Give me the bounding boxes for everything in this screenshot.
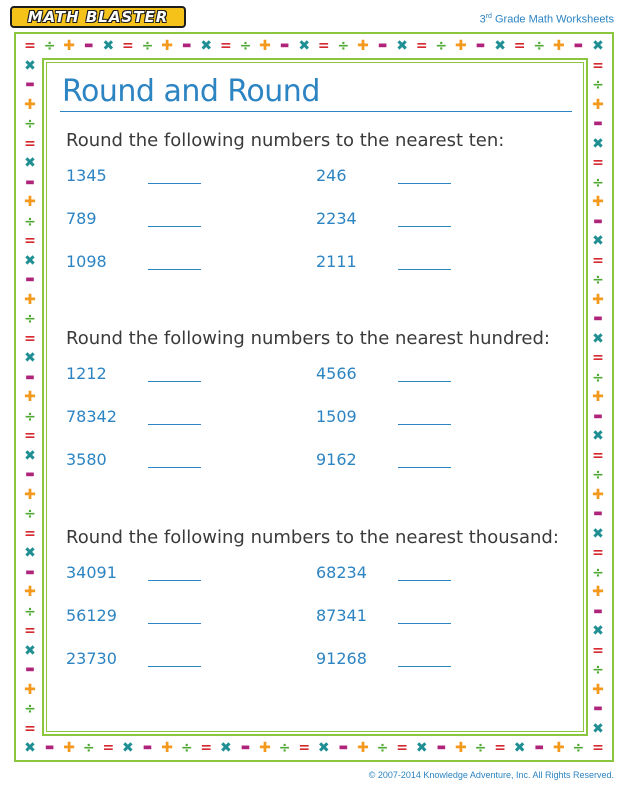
minus-icon: ▬ [25, 79, 35, 90]
problem-number: 2234 [316, 209, 357, 228]
divide-icon: ÷ [592, 467, 604, 483]
divide-icon: ÷ [592, 174, 604, 191]
minus-icon: ▬ [240, 742, 251, 753]
problem-number: 3580 [66, 450, 107, 469]
logo-text: MATH BLASTER [27, 8, 169, 26]
times-icon: ✖ [298, 38, 311, 54]
equals-icon: = [219, 38, 232, 54]
answer-blank[interactable] [148, 623, 201, 624]
minus-icon: ▬ [25, 274, 35, 285]
equals-icon: = [592, 447, 604, 464]
minus-icon: ▬ [279, 40, 290, 51]
times-icon: ✖ [592, 135, 604, 152]
equals-icon: = [513, 38, 526, 54]
minus-icon: ▬ [593, 508, 603, 519]
times-icon: ✖ [592, 720, 604, 737]
equals-icon: = [122, 38, 134, 54]
minus-icon: ▬ [593, 215, 603, 227]
equals-icon: = [200, 740, 213, 756]
answer-blank[interactable] [148, 666, 201, 667]
divide-icon: ÷ [572, 740, 585, 756]
plus-icon: ✚ [592, 96, 604, 113]
divide-icon: ÷ [24, 311, 36, 327]
answer-blank[interactable] [148, 424, 201, 425]
problem-number: 78342 [66, 407, 117, 426]
minus-icon: ▬ [84, 40, 94, 51]
times-icon: ✖ [592, 233, 604, 249]
times-icon: ✖ [592, 38, 604, 54]
divide-icon: ÷ [592, 369, 604, 386]
problem-number: 23730 [66, 649, 117, 668]
divide-icon: ÷ [180, 740, 193, 756]
plus-icon: ✚ [259, 38, 271, 54]
answer-blank[interactable] [148, 467, 201, 468]
minus-icon: ▬ [25, 566, 35, 578]
problem-number: 4566 [316, 364, 357, 383]
divide-icon: ÷ [239, 38, 252, 54]
minus-icon: ▬ [142, 742, 153, 753]
equals-icon: = [24, 38, 36, 54]
plus-icon: ✚ [592, 389, 604, 405]
plus-icon: ✚ [24, 389, 36, 405]
answer-blank[interactable] [148, 580, 201, 581]
times-icon: ✖ [494, 38, 506, 54]
times-icon: ✖ [24, 447, 36, 464]
divide-icon: ÷ [337, 38, 350, 54]
plus-icon: ✚ [455, 740, 467, 756]
minus-icon: ▬ [25, 176, 35, 188]
problem-number: 91268 [316, 649, 367, 668]
times-icon: ✖ [24, 740, 36, 756]
copyright-text: © 2007-2014 Knowledge Adventure, Inc. All Rights Reserved. [368, 770, 614, 780]
answer-blank[interactable] [398, 666, 451, 667]
plus-icon: ✚ [592, 681, 604, 698]
plus-icon: ✚ [552, 38, 565, 54]
equals-icon: = [592, 350, 604, 366]
equals-icon: = [592, 642, 604, 659]
times-icon: ✖ [592, 525, 604, 542]
divide-icon: ÷ [592, 662, 604, 678]
plus-icon: ✚ [592, 194, 604, 210]
plus-icon: ✚ [455, 38, 467, 54]
times-icon: ✖ [513, 740, 526, 756]
answer-blank[interactable] [398, 424, 451, 425]
divide-icon: ÷ [592, 564, 604, 581]
divide-icon: ÷ [592, 272, 604, 288]
equals-icon: = [24, 525, 36, 542]
title-underline [60, 111, 572, 112]
times-icon: ✖ [415, 740, 428, 756]
answer-blank[interactable] [148, 183, 201, 184]
divide-icon: ÷ [24, 408, 36, 425]
minus-icon: ▬ [593, 313, 603, 324]
minus-icon: ▬ [25, 469, 35, 480]
plus-icon: ✚ [24, 681, 36, 698]
problem-number: 1509 [316, 407, 357, 426]
times-icon: ✖ [200, 38, 213, 54]
times-icon: ✖ [24, 57, 36, 74]
divide-icon: ÷ [376, 740, 389, 756]
times-icon: ✖ [396, 38, 408, 54]
plus-icon: ✚ [161, 38, 173, 54]
plus-icon: ✚ [24, 96, 36, 113]
divide-icon: ÷ [24, 213, 36, 230]
answer-blank[interactable] [398, 580, 451, 581]
plus-icon: ✚ [161, 740, 173, 756]
plus-icon: ✚ [357, 740, 369, 756]
divide-icon: ÷ [435, 38, 448, 54]
problem-number: 87341 [316, 606, 367, 625]
answer-blank[interactable] [398, 183, 451, 184]
minus-icon: ▬ [25, 664, 35, 675]
equals-icon: = [24, 233, 36, 249]
minus-icon: ▬ [377, 40, 388, 51]
divide-icon: ÷ [43, 38, 56, 54]
equals-icon: = [317, 38, 330, 54]
divide-icon: ÷ [82, 740, 95, 756]
equals-icon: = [396, 740, 408, 756]
times-icon: ✖ [24, 155, 36, 171]
times-icon: ✖ [592, 428, 604, 444]
divide-icon: ÷ [474, 740, 487, 756]
problem-number: 34091 [66, 563, 117, 582]
problem-number: 9162 [316, 450, 357, 469]
equals-icon: = [592, 740, 604, 756]
minus-icon: ▬ [181, 40, 192, 51]
equals-icon: = [24, 135, 36, 152]
equals-icon: = [592, 155, 604, 171]
plus-icon: ✚ [63, 38, 76, 54]
answer-blank[interactable] [398, 226, 451, 227]
plus-icon: ✚ [63, 740, 76, 756]
problem-number: 2111 [316, 252, 357, 271]
plus-icon: ✚ [24, 486, 36, 503]
divide-icon: ÷ [24, 701, 36, 717]
minus-icon: ▬ [25, 371, 35, 383]
equals-icon: = [592, 545, 604, 561]
problem-number: 1345 [66, 166, 107, 185]
divide-icon: ÷ [24, 116, 36, 132]
divide-icon: ÷ [24, 506, 36, 522]
worksheet-title: Round and Round [62, 74, 320, 109]
equals-icon: = [24, 623, 36, 639]
equals-icon: = [24, 330, 36, 347]
minus-icon: ▬ [475, 40, 486, 51]
math-blaster-logo[interactable] [10, 6, 186, 28]
equals-icon: = [592, 252, 604, 269]
times-icon: ✖ [24, 350, 36, 366]
section-instruction: Round the following numbers to the nearest ten: [66, 130, 505, 151]
grade-number: 3 [479, 13, 486, 26]
equals-icon: = [298, 740, 311, 756]
equals-icon: = [494, 740, 506, 756]
inner-border-thin [46, 62, 584, 732]
plus-icon: ✚ [592, 291, 604, 308]
grade-text: Grade Math Worksheets [491, 13, 614, 26]
plus-icon: ✚ [552, 740, 565, 756]
answer-blank[interactable] [398, 269, 451, 270]
answer-blank[interactable] [148, 381, 201, 382]
problem-number: 246 [316, 166, 347, 185]
times-icon: ✖ [24, 642, 36, 659]
minus-icon: ▬ [593, 118, 603, 129]
equals-icon: = [592, 57, 604, 74]
plus-icon: ✚ [24, 194, 36, 210]
divide-icon: ÷ [592, 77, 604, 93]
plus-icon: ✚ [24, 291, 36, 308]
minus-icon: ▬ [593, 605, 603, 617]
times-icon: ✖ [219, 740, 232, 756]
plus-icon: ✚ [592, 486, 604, 503]
divide-icon: ÷ [533, 38, 546, 54]
divide-icon: ÷ [24, 603, 36, 620]
grade-label [480, 13, 614, 26]
times-icon: ✖ [24, 252, 36, 269]
times-icon: ✖ [592, 330, 604, 347]
plus-icon: ✚ [259, 740, 271, 756]
minus-icon: ▬ [44, 742, 55, 753]
divide-icon: ÷ [278, 740, 291, 756]
times-icon: ✖ [317, 740, 330, 756]
times-icon: ✖ [592, 623, 604, 639]
equals-icon: = [102, 740, 115, 756]
answer-blank[interactable] [398, 381, 451, 382]
minus-icon: ▬ [436, 742, 447, 753]
problem-number: 56129 [66, 606, 117, 625]
problem-number: 789 [66, 209, 97, 228]
plus-icon: ✚ [357, 38, 369, 54]
problem-number: 1098 [66, 252, 107, 271]
answer-blank[interactable] [398, 467, 451, 468]
section-instruction: Round the following numbers to the nearest thousand: [66, 527, 559, 548]
minus-icon: ▬ [534, 742, 544, 753]
problem-number: 68234 [316, 563, 367, 582]
equals-icon: = [24, 720, 36, 737]
minus-icon: ▬ [593, 410, 603, 422]
problem-number: 1212 [66, 364, 107, 383]
plus-icon: ✚ [592, 584, 604, 600]
minus-icon: ▬ [593, 703, 603, 714]
equals-icon: = [415, 38, 428, 54]
times-icon: ✖ [122, 740, 134, 756]
answer-blank[interactable] [148, 226, 201, 227]
minus-icon: ▬ [573, 40, 584, 51]
grade-superscript: rd [485, 13, 492, 20]
section-instruction: Round the following numbers to the nearest hundred: [66, 328, 550, 349]
divide-icon: ÷ [141, 38, 154, 54]
answer-blank[interactable] [398, 623, 451, 624]
times-icon: ✖ [102, 38, 115, 54]
times-icon: ✖ [24, 545, 36, 561]
equals-icon: = [24, 428, 36, 444]
answer-blank[interactable] [148, 269, 201, 270]
plus-icon: ✚ [24, 584, 36, 600]
minus-icon: ▬ [338, 742, 349, 753]
